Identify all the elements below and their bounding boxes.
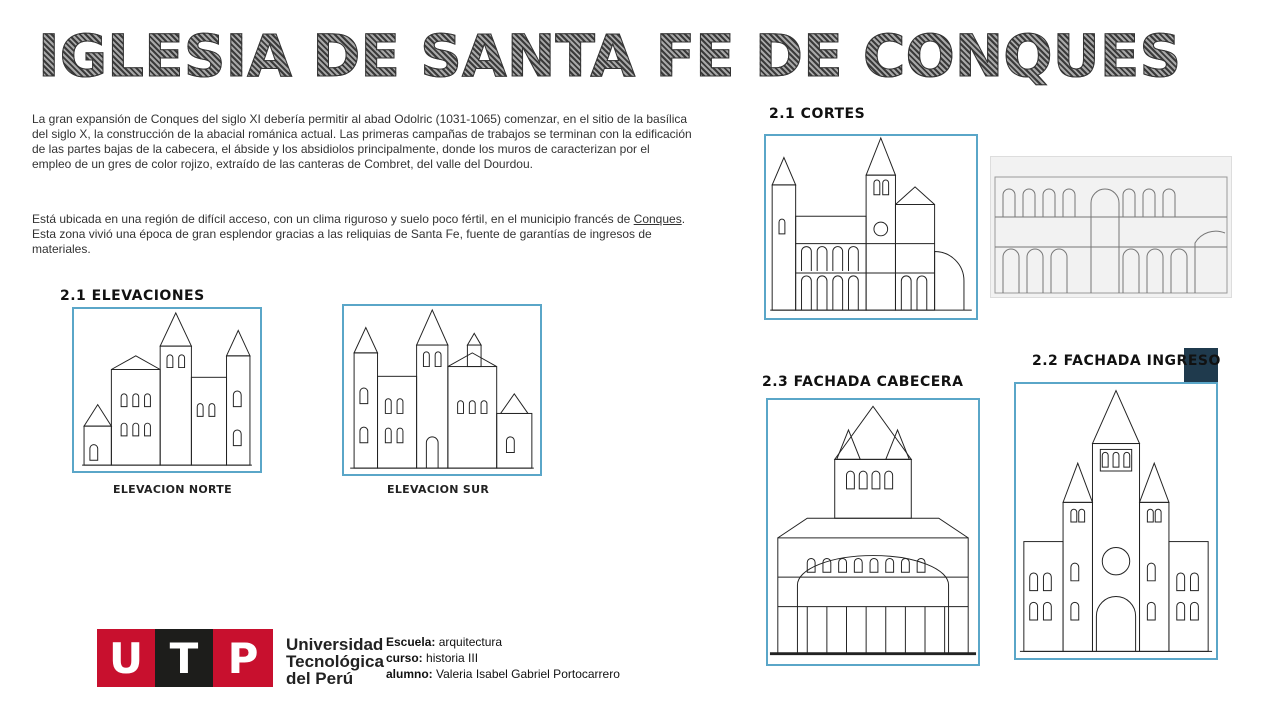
page-title: IGLESIA DE SANTA FE DE CONQUES <box>38 22 1182 90</box>
escuela-line <box>386 634 620 650</box>
escuela-value: arquitectura <box>438 635 503 649</box>
curso-label: curso: <box>386 651 423 665</box>
curso-value: historia III <box>426 651 479 665</box>
alumno-value: Valeria Isabel Gabriel Portocarrero <box>436 667 620 681</box>
corte-photo-drawing <box>990 156 1232 298</box>
university-name-line-2: Tecnológica <box>286 652 384 671</box>
university-name-line-3: del Perú <box>286 669 354 688</box>
fachada-cabecera-drawing <box>766 398 980 666</box>
elevacion-norte-caption: ELEVACION NORTE <box>113 483 232 496</box>
logo-letter-p: P <box>213 629 273 687</box>
location-paragraph <box>32 212 692 257</box>
location-text-end: . Esta zona vivió una época de gran esplendor gracias a las reliquias de Santa Fe, fuente de garantías de ingresos de materiales. <box>32 212 686 256</box>
alumno-label: alumno: <box>386 667 433 681</box>
university-name <box>286 636 384 687</box>
curso-line <box>386 650 620 666</box>
location-text-start: Está ubicada en una región de difícil acceso, con un clima riguroso y suelo poco fértil, en el municipio francés de <box>32 212 634 226</box>
section-fachada-cabecera-label: 2.3 FACHADA CABECERA <box>762 374 964 390</box>
section-elevaciones-label: 2.1 ELEVACIONES <box>60 288 205 304</box>
university-name-line-1: Universidad <box>286 635 384 654</box>
section-cortes-label: 2.1 CORTES <box>769 106 866 122</box>
corte-longitudinal-drawing <box>764 134 978 320</box>
escuela-label: Escuela: <box>386 635 436 649</box>
fachada-ingreso-drawing <box>1014 382 1218 660</box>
elevacion-sur-caption: ELEVACION SUR <box>387 483 490 496</box>
student-info <box>386 634 620 682</box>
intro-paragraph: La gran expansión de Conques del siglo XI debería permitir al abad Odolric (1031-1065) comenzar, en el sitio de la basílica del siglo X, la construcción de la abacial románica actual. Las primeras campañas de trabajos se terminan con la edificación de las partes bajas de la cabecera, el ábside y los absidiolos principalmente, donde los muros de caracterizan por el empleo de un gres de color rojizo, extraído de las canteras de Combret, del valle del Dourdou. <box>32 112 692 171</box>
logo-letter-t: T <box>155 629 213 687</box>
elevacion-norte-drawing <box>72 307 262 473</box>
section-fachada-ingreso-label: 2.2 FACHADA INGRESO <box>1032 353 1221 369</box>
alumno-line <box>386 666 620 682</box>
conques-link[interactable]: Conques <box>633 212 682 226</box>
elevacion-sur-drawing <box>342 304 542 476</box>
logo-letter-u: U <box>97 629 155 687</box>
